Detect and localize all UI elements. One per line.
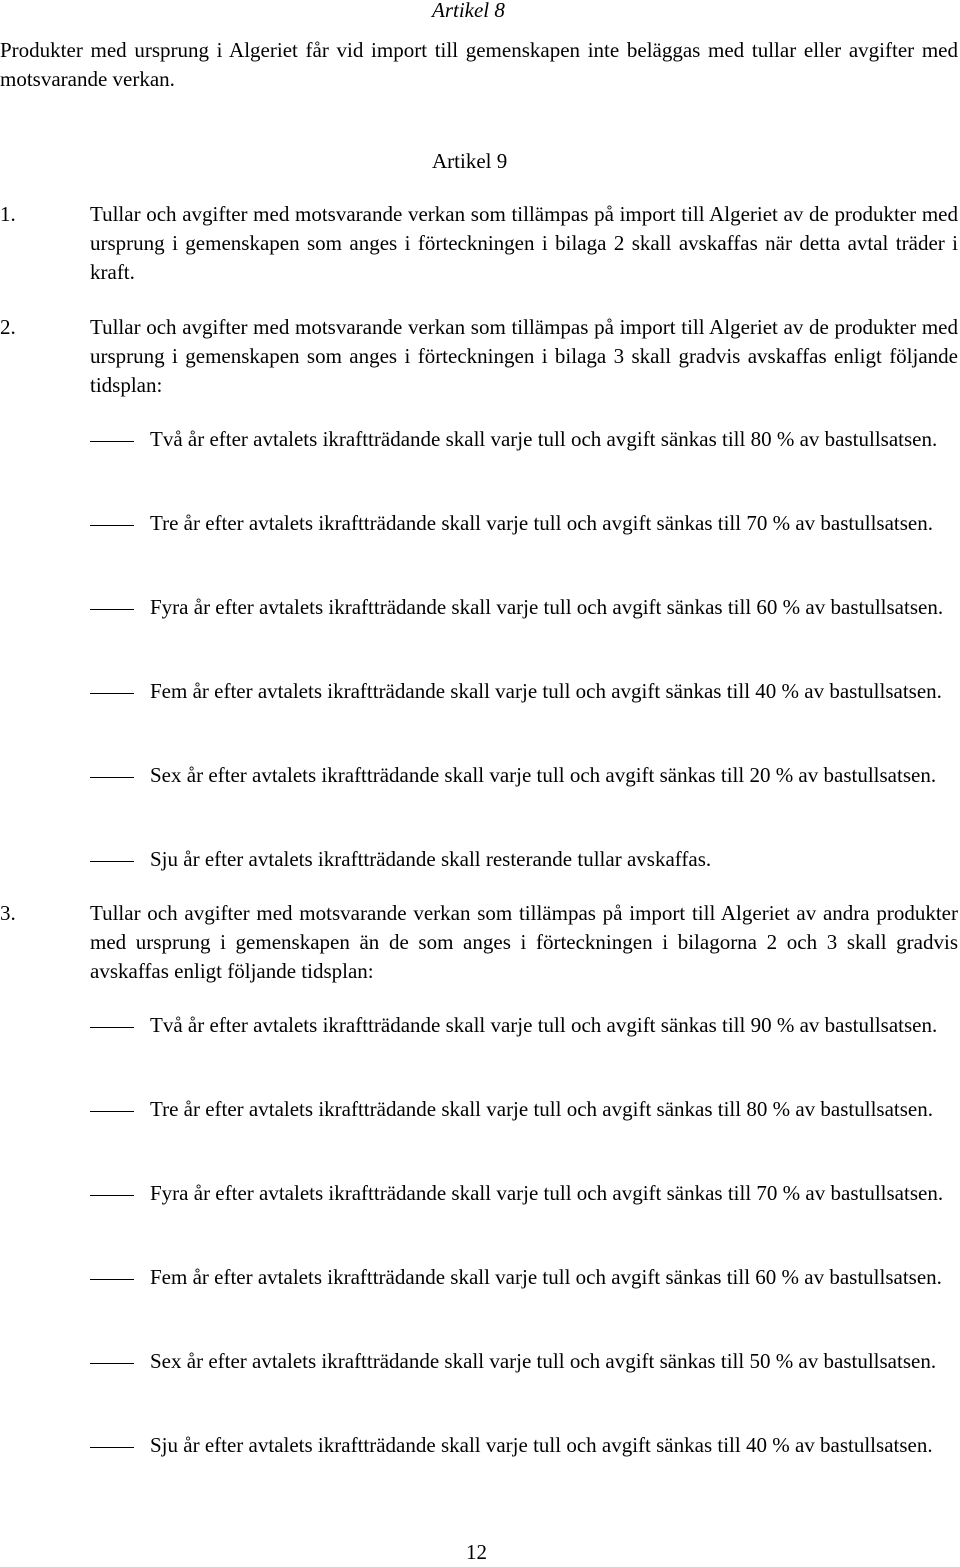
list-item: Två år efter avtalets ikraftträdande skall varje tull och avgift sänkas till 80 % av bastullsatsen.: [150, 427, 938, 451]
list-dash: [90, 1447, 134, 1448]
list-dash: [90, 693, 134, 694]
article-8-heading: Artikel 8: [432, 0, 505, 22]
list-dash: [90, 1363, 134, 1364]
page-number: 12: [466, 1540, 487, 1564]
paragraph-3-number: 3.: [0, 901, 16, 925]
article-8-text: Produkter med ursprung i Algeriet får vid import till gemenskapen inte beläggas med tullar eller avgifter med motsvarande verkan.: [0, 38, 958, 91]
list-item: Två år efter avtalets ikraftträdande skall varje tull och avgift sänkas till 90 % av bastullsatsen.: [150, 1013, 938, 1037]
list-dash: [90, 1195, 134, 1196]
list-dash: [90, 525, 134, 526]
list-dash: [90, 441, 134, 442]
article-9-heading: Artikel 9: [432, 149, 508, 173]
list-item: Fyra år efter avtalets ikraftträdande skall varje tull och avgift sänkas till 70 % av bastullsatsen.: [150, 1181, 944, 1205]
paragraph-3-text: Tullar och avgifter med motsvarande verkan som tillämpas på import till Algeriet av andra produkter med ursprung i gemenskapen än de som anges i förteckningen i bilagorna 2 och 3 skall gradvis avskaffas enligt följande tidsplan:: [90, 901, 958, 983]
list-item: Sju år efter avtalets ikraftträdande skall resterande tullar avskaffas.: [150, 847, 712, 871]
list-item: Tre år efter avtalets ikraftträdande skall varje tull och avgift sänkas till 70 % av bastullsatsen.: [150, 511, 933, 535]
list-item: Sex år efter avtalets ikraftträdande skall varje tull och avgift sänkas till 50 % av bastullsatsen.: [150, 1349, 937, 1373]
list-dash: [90, 609, 134, 610]
list-item: Sex år efter avtalets ikraftträdande skall varje tull och avgift sänkas till 20 % av bastullsatsen.: [150, 763, 937, 787]
list-dash: [90, 1111, 134, 1112]
paragraph-1-number: 1.: [0, 202, 16, 226]
paragraph-1-text: Tullar och avgifter med motsvarande verkan som tillämpas på import till Algeriet av de produkter med ursprung i gemenskapen som anges i förteckningen i bilaga 2 skall avskaffas när detta avtal träder i kraft.: [90, 202, 958, 284]
list-dash: [90, 1279, 134, 1280]
paragraph-2-text: Tullar och avgifter med motsvarande verkan som tillämpas på import till Algeriet av de produkter med ursprung i gemenskapen som anges i förteckningen i bilaga 3 skall gradvis avskaffas enligt följande tidsplan:: [90, 315, 958, 397]
list-item: Fem år efter avtalets ikraftträdande skall varje tull och avgift sänkas till 40 % av bastullsatsen.: [150, 679, 942, 703]
list-item: Fyra år efter avtalets ikraftträdande skall varje tull och avgift sänkas till 60 % av bastullsatsen.: [150, 595, 944, 619]
list-item: Tre år efter avtalets ikraftträdande skall varje tull och avgift sänkas till 80 % av bastullsatsen.: [150, 1097, 933, 1121]
list-dash: [90, 1027, 134, 1028]
list-dash: [90, 861, 134, 862]
list-item: Sju år efter avtalets ikraftträdande skall varje tull och avgift sänkas till 40 % av bastullsatsen.: [150, 1433, 933, 1457]
list-dash: [90, 777, 134, 778]
paragraph-2-number: 2.: [0, 315, 16, 339]
list-item: Fem år efter avtalets ikraftträdande skall varje tull och avgift sänkas till 60 % av bastullsatsen.: [150, 1265, 942, 1289]
